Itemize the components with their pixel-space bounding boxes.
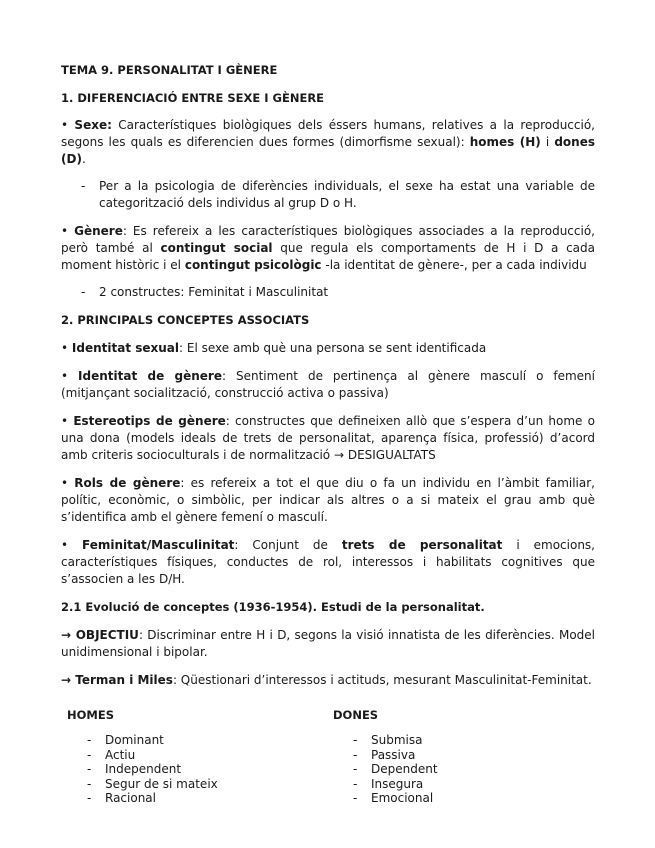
bullet: • [61,476,69,490]
list-item-sexe-sub [61,178,595,212]
sexe-text: Característiques biològiques dels éssers humans, relatives a la reproducció, segons les quals es diferencien dues formes (dimorfisme sexual): [61,118,595,149]
dash-marker: - [87,776,92,791]
list-item-text: Segur de si mateix [105,776,218,791]
list-item-text: Racional [105,791,156,806]
section-2-1-heading: 2.1 Evolució de conceptes (1936-1954). Estudi de la personalitat. [61,600,485,614]
list-item-genere-sub [61,284,595,301]
estereotips-text: : constructes que defineixen allò que s’espera d’un home o una dona (models ideals de trets de personalitat, aparença física, professió) d’acord amb criteris socioculturals i de normalització → DESIGUALTATS [61,414,595,462]
paragraph-identitat-genere [61,368,595,402]
term-feminitat: Feminitat/Masculinitat [82,538,235,552]
homes-title: HOMES [67,708,114,722]
paragraph-sexe [61,117,595,168]
list-item-text: Dependent [371,762,438,777]
dones-column [333,707,438,806]
dash-marker: - [87,747,92,762]
dash-marker: - [353,733,358,747]
dash-marker: - [87,762,92,777]
bullet: • [61,341,69,355]
bullet: • [61,369,69,383]
list-item [87,791,218,806]
term-contingut-psicologic: contingut psicològic [184,258,322,272]
rols-text: : es refereix a tot el que diu o fa un individu en l’àmbit familiar, polític, econòmic, o simbòlic, per indicar als altres o a si mateix el grau amb què s’identifica amb el gènere femení o masculí. [61,476,595,524]
dash-marker: - [353,762,358,777]
objectiu-text: : Discriminar entre H i D, segons la visió innatista de les diferències. Model unidimensional i bipolar. [61,628,595,659]
list-item [87,733,218,748]
list-item [87,748,218,763]
document-title: TEMA 9. PERSONALITAT I GÈNERE [61,63,278,77]
dash-marker: - [87,733,92,747]
list-item [87,762,218,777]
term-sexe: Sexe: [74,118,112,132]
bullet: • [61,224,69,238]
bullet: • [61,538,69,552]
paragraph-rols [61,475,595,526]
term-genere: Gènere [74,224,123,238]
term-rols: Rols de gènere [74,476,181,490]
genere-text-3: -la identitat de gènere-, per a cada individu [321,258,587,272]
genere-text-2: que regula els comportaments de H i D a cada moment històric i el [61,241,595,272]
list-item [87,777,218,792]
term-dones: dones (D) [61,135,595,166]
term-contingut-social: contingut social [160,241,273,255]
dash-marker: - [353,791,358,806]
paragraph-feminitat [61,537,595,588]
genere-text-1: : Es refereix a les característiques biològiques associades a la reproducció, però també al [61,224,595,255]
paragraph-objectiu [61,627,595,661]
list-item [353,777,438,792]
term-identitat-sexual: Identitat sexual [71,341,180,355]
paragraph-identitat-sexual [61,340,595,357]
list-item-text: Emocional [371,791,434,806]
sexe-sub-text: Per a la psicologia de diferències individuals, el sexe ha estat una variable de categorització dels individus al grup D o H. [99,179,595,210]
bullet: • [61,118,69,132]
term-terman: → Terman i Miles [61,673,173,687]
section-1-heading: 1. DIFERENCIACIÓ ENTRE SEXE I GÈNERE [61,91,325,105]
list-item [353,748,438,763]
sexe-end: . [81,152,86,166]
genere-sub-text: 2 constructes: Feminitat i Masculinitat [99,285,329,299]
dones-title: DONES [333,708,379,722]
dash-marker: - [87,791,92,806]
list-item [353,791,438,806]
homes-list [87,733,218,806]
list-item-text: Independent [105,762,182,777]
dash-marker: - [81,285,86,299]
dones-list [353,733,438,806]
bullet: • [61,414,69,428]
identitat-sexual-text: : El sexe amb què una persona se sent identificada [179,341,487,355]
sexe-and: i [540,135,555,149]
feminitat-text-2: i emocions, característiques físiques, conductes de rol, interessos i habilitats cognitives que s’associen a les D/H. [61,538,595,586]
list-item-text: Dominant [105,733,164,747]
homes-column [67,707,218,806]
section-2-heading: 2. PRINCIPALS CONCEPTES ASSOCIATS [61,313,310,327]
paragraph-genere [61,223,595,274]
paragraph-terman [61,672,595,689]
terman-text: : Qüestionari d’interessos i actituds, mesurant Masculinitat-Feminitat. [172,673,592,687]
list-item-text: Actiu [105,747,136,762]
term-estereotips: Estereotips de gènere [73,414,226,428]
list-item [353,733,438,748]
dash-marker: - [353,776,358,791]
feminitat-text-1: : Conjunt de [234,538,342,552]
term-homes: homes (H) [469,135,541,149]
dash-marker: - [81,179,86,193]
list-item-text: Passiva [371,747,416,762]
comparison-lists [61,707,595,817]
term-trets: trets de personalitat [341,538,503,552]
list-item-text: Insegura [371,776,424,791]
term-objectiu: → OBJECTIU [61,628,139,642]
dash-marker: - [353,747,358,762]
list-item [353,762,438,777]
document-page [61,62,595,817]
term-identitat-genere: Identitat de gènere [78,369,222,383]
list-item-text: Submisa [371,733,423,747]
paragraph-estereotips [61,413,595,464]
identitat-genere-text: : Sentiment de pertinença al gènere masculí o femení (mitjançant socialització, construcció activa o passiva) [61,369,595,400]
